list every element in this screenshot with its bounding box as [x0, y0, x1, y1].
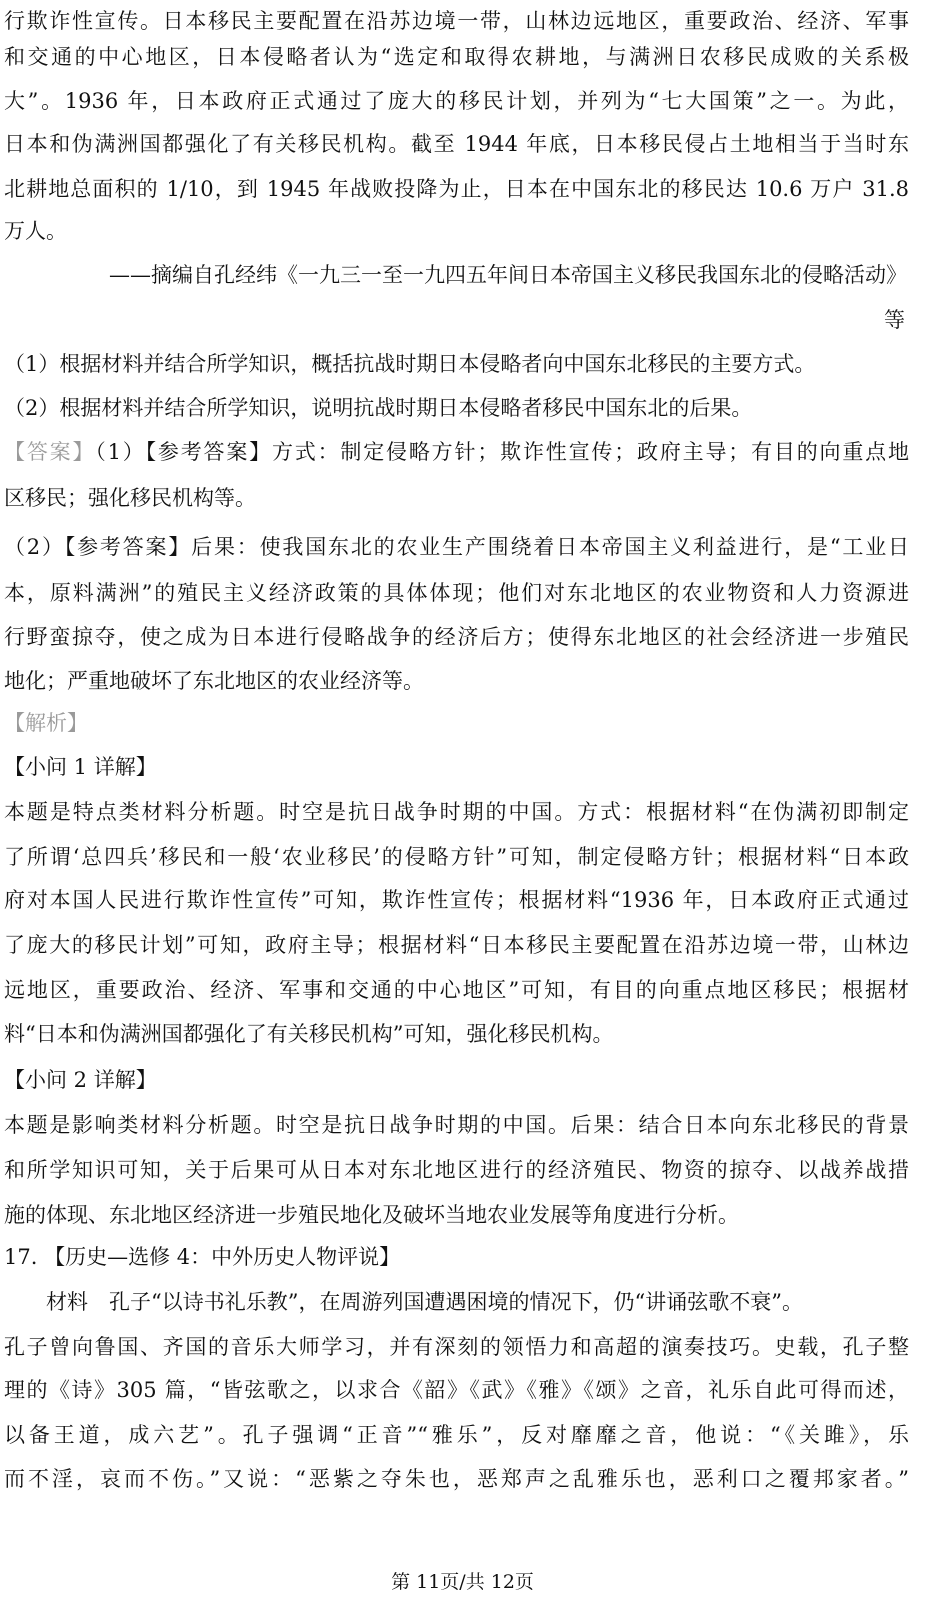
- answer-2-line: 地化；严重地破坏了东北地区的农业经济等。: [4, 669, 424, 693]
- q1-detail-line: 料“日本和伪满洲国都强化了有关移民机构”可知，强化移民机构。: [4, 1022, 614, 1046]
- q2-detail-line: 本题是影响类材料分析题。时空是抗日战争时期的中国。后果：结合日本向东北移民的背景: [4, 1113, 909, 1137]
- q1-detail-line: 本题是特点类材料分析题。时空是抗日战争时期的中国。方式：根据材料“在伪满初即制定: [4, 800, 909, 824]
- q17-material-line: 而不淫，哀而不伤。”又说：“恶紫之夺朱也，恶郑声之乱雅乐也，恶利口之覆邦家者。”: [4, 1467, 909, 1491]
- question-2: （2）根据材料并结合所学知识，说明抗战时期日本侵略者移民中国东北的后果。: [4, 396, 753, 420]
- answer-tag: 【答案】: [4, 440, 96, 464]
- source-citation: ——摘编自孔经纬《一九三一至一九四五年间日本帝国主义移民我国东北的侵略活动》: [109, 263, 907, 287]
- question-1: （1）根据材料并结合所学知识，概括抗战时期日本侵略者向中国东北移民的主要方式。: [4, 352, 816, 376]
- q1-detail-line: 远地区，重要政治、经济、军事和交通的中心地区”可知，有目的向重点地区移民；根据材: [4, 978, 909, 1002]
- q17-material-line: 材料 孔子“以诗书礼乐教”，在周游列国遭遇困境的情况下，仍“讲诵弦歌不衰”。: [4, 1290, 803, 1314]
- question-17-title: 17. 【历史—选修 4：中外历史人物评说】: [4, 1245, 401, 1269]
- q1-detail-heading: 【小问 1 详解】: [4, 755, 157, 779]
- page-footer: 第 11页/共 12页: [391, 1571, 534, 1593]
- q1-detail-line: 府对本国人民进行欺诈性宣传”可知，欺诈性宣传；根据材料“1936 年，日本政府正式通过: [4, 888, 909, 912]
- answer-2-line: 本，原料满洲”的殖民主义经济政策的具体体现；他们对东北地区的农业物资和人力资源进: [4, 581, 909, 605]
- q2-detail-heading: 【小问 2 详解】: [4, 1068, 157, 1092]
- material-line: 北耕地总面积的 1/10，到 1945 年战败投降为止，日本在中国东北的移民达 10.6 万户 31.8: [4, 177, 909, 201]
- material-line: 万人。: [4, 219, 67, 243]
- answer-1-text: （1）【参考答案】方式：制定侵略方针；欺诈性宣传；政府主导；有目的向重点地: [95, 440, 909, 464]
- q1-detail-line: 了庞大的移民计划”可知，政府主导；根据材料“日本移民主要配置在沿苏边境一带，山林边: [4, 933, 909, 957]
- material-line: 行欺诈性宣传。日本移民主要配置在沿苏边境一带，山林边远地区，重要政治、经济、军事: [4, 9, 909, 33]
- q17-material-line: 孔子曾向鲁国、齐国的音乐大师学习，并有深刻的领悟力和高超的演奏技巧。史载，孔子整: [4, 1335, 909, 1359]
- q17-material-line: 以备王道，成六艺”。孔子强调“正音”“雅乐”，反对靡靡之音，他说：“《关雎》，乐: [4, 1423, 909, 1447]
- material-line: 大”。1936 年，日本政府正式通过了庞大的移民计划，并列为“七大国策”之一。为此，: [4, 89, 909, 113]
- material-line: 和交通的中心地区，日本侵略者认为“选定和取得农耕地，与满洲日农移民成败的关系极: [4, 45, 909, 69]
- answer-2-line: 行野蛮掠夺，使之成为日本进行侵略战争的经济后方；使得东北地区的社会经济进一步殖民: [4, 625, 909, 649]
- material-line: 日本和伪满洲国都强化了有关移民机构。截至 1944 年底，日本移民侵占土地相当于当时东: [4, 132, 909, 156]
- q1-detail-line: 了所谓‘总四兵’移民和一般‘农业移民’的侵略方针”可知，制定侵略方针；根据材料“日本政: [4, 845, 909, 869]
- q2-detail-line: 和所学知识可知，关于后果可从日本对东北地区进行的经济殖民、物资的掠夺、以战养战措: [4, 1158, 909, 1182]
- answer-2-line: （2）【参考答案】后果：使我国东北的农业生产围绕着日本帝国主义利益进行，是“工业日: [4, 535, 909, 559]
- answer-1-line-2: 区移民；强化移民机构等。: [4, 486, 256, 510]
- q2-detail-line: 施的体现、东北地区经济进一步殖民地化及破坏当地农业发展等角度进行分析。: [4, 1203, 739, 1227]
- source-suffix: 等: [884, 308, 905, 332]
- answer-1-line: [4, 437, 909, 467]
- q17-material-line: 理的《诗》305 篇，“皆弦歌之，以求合《韶》《武》《雅》《颂》之音，礼乐自此可得而述，: [4, 1378, 909, 1402]
- analysis-tag: 【解析】: [4, 711, 88, 735]
